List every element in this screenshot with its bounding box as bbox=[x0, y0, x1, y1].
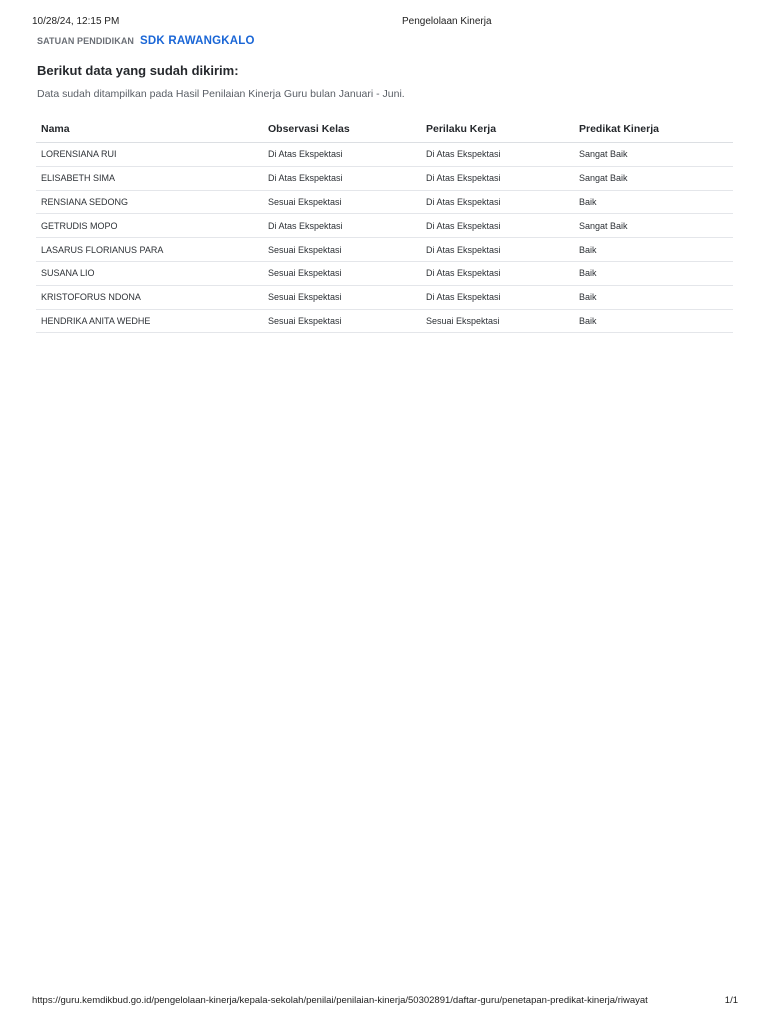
table-row bbox=[36, 309, 733, 333]
table-row bbox=[36, 261, 733, 285]
table-row bbox=[36, 166, 733, 190]
cell-observasi-kelas: Sesuai Ekspektasi bbox=[263, 309, 421, 333]
cell-predikat-kinerja: Sangat Baik bbox=[574, 143, 733, 167]
cell-predikat-kinerja: Baik bbox=[574, 309, 733, 333]
cell-perilaku-kerja: Di Atas Ekspektasi bbox=[421, 190, 574, 214]
column-header-observasi-kelas: Observasi Kelas bbox=[263, 116, 421, 143]
table-row bbox=[36, 214, 733, 238]
table-row bbox=[36, 143, 733, 167]
school-unit bbox=[37, 35, 255, 47]
table-row bbox=[36, 238, 733, 262]
cell-nama: HENDRIKA ANITA WEDHE bbox=[36, 309, 263, 333]
table-header-row bbox=[36, 116, 733, 143]
cell-perilaku-kerja: Di Atas Ekspektasi bbox=[421, 238, 574, 262]
column-header-perilaku-kerja: Perilaku Kerja bbox=[421, 116, 574, 143]
page-url: https://guru.kemdikbud.go.id/pengelolaan-kinerja/kepala-sekolah/penilai/penilaian-kinerja/50302891/daftar-guru/penetapan-predikat-kinerja/riwayat bbox=[32, 995, 648, 1006]
performance-table bbox=[36, 116, 733, 333]
cell-predikat-kinerja: Sangat Baik bbox=[574, 214, 733, 238]
print-document-title: Pengelolaan Kinerja bbox=[402, 16, 492, 27]
cell-observasi-kelas: Sesuai Ekspektasi bbox=[263, 285, 421, 309]
cell-observasi-kelas: Di Atas Ekspektasi bbox=[263, 214, 421, 238]
print-datetime: 10/28/24, 12:15 PM bbox=[32, 16, 120, 27]
cell-observasi-kelas: Sesuai Ekspektasi bbox=[263, 238, 421, 262]
section-description: Data sudah ditampilkan pada Hasil Penilaian Kinerja Guru bulan Januari - Juni. bbox=[37, 88, 405, 100]
cell-perilaku-kerja: Di Atas Ekspektasi bbox=[421, 261, 574, 285]
cell-nama: KRISTOFORUS NDONA bbox=[36, 285, 263, 309]
cell-observasi-kelas: Di Atas Ekspektasi bbox=[263, 143, 421, 167]
cell-nama: LASARUS FLORIANUS PARA bbox=[36, 238, 263, 262]
cell-perilaku-kerja: Sesuai Ekspektasi bbox=[421, 309, 574, 333]
section-heading: Berikut data yang sudah dikirim: bbox=[37, 63, 239, 78]
cell-nama: SUSANA LIO bbox=[36, 261, 263, 285]
cell-perilaku-kerja: Di Atas Ekspektasi bbox=[421, 143, 574, 167]
school-unit-name: SDK RAWANGKALO bbox=[140, 35, 255, 47]
cell-perilaku-kerja: Di Atas Ekspektasi bbox=[421, 285, 574, 309]
page-number: 1/1 bbox=[724, 995, 738, 1006]
table-row bbox=[36, 285, 733, 309]
cell-perilaku-kerja: Di Atas Ekspektasi bbox=[421, 214, 574, 238]
cell-perilaku-kerja: Di Atas Ekspektasi bbox=[421, 166, 574, 190]
cell-predikat-kinerja: Baik bbox=[574, 261, 733, 285]
cell-predikat-kinerja: Sangat Baik bbox=[574, 166, 733, 190]
print-header bbox=[32, 16, 736, 30]
cell-observasi-kelas: Sesuai Ekspektasi bbox=[263, 190, 421, 214]
cell-nama: ELISABETH SIMA bbox=[36, 166, 263, 190]
print-footer bbox=[32, 995, 738, 1009]
column-header-predikat-kinerja: Predikat Kinerja bbox=[574, 116, 733, 143]
cell-observasi-kelas: Di Atas Ekspektasi bbox=[263, 166, 421, 190]
cell-nama: GETRUDIS MOPO bbox=[36, 214, 263, 238]
table-row bbox=[36, 190, 733, 214]
cell-predikat-kinerja: Baik bbox=[574, 238, 733, 262]
cell-observasi-kelas: Sesuai Ekspektasi bbox=[263, 261, 421, 285]
cell-nama: LORENSIANA RUI bbox=[36, 143, 263, 167]
school-unit-label: SATUAN PENDIDIKAN bbox=[37, 36, 135, 46]
cell-predikat-kinerja: Baik bbox=[574, 190, 733, 214]
cell-nama: RENSIANA SEDONG bbox=[36, 190, 263, 214]
column-header-nama: Nama bbox=[36, 116, 263, 143]
cell-predikat-kinerja: Baik bbox=[574, 285, 733, 309]
